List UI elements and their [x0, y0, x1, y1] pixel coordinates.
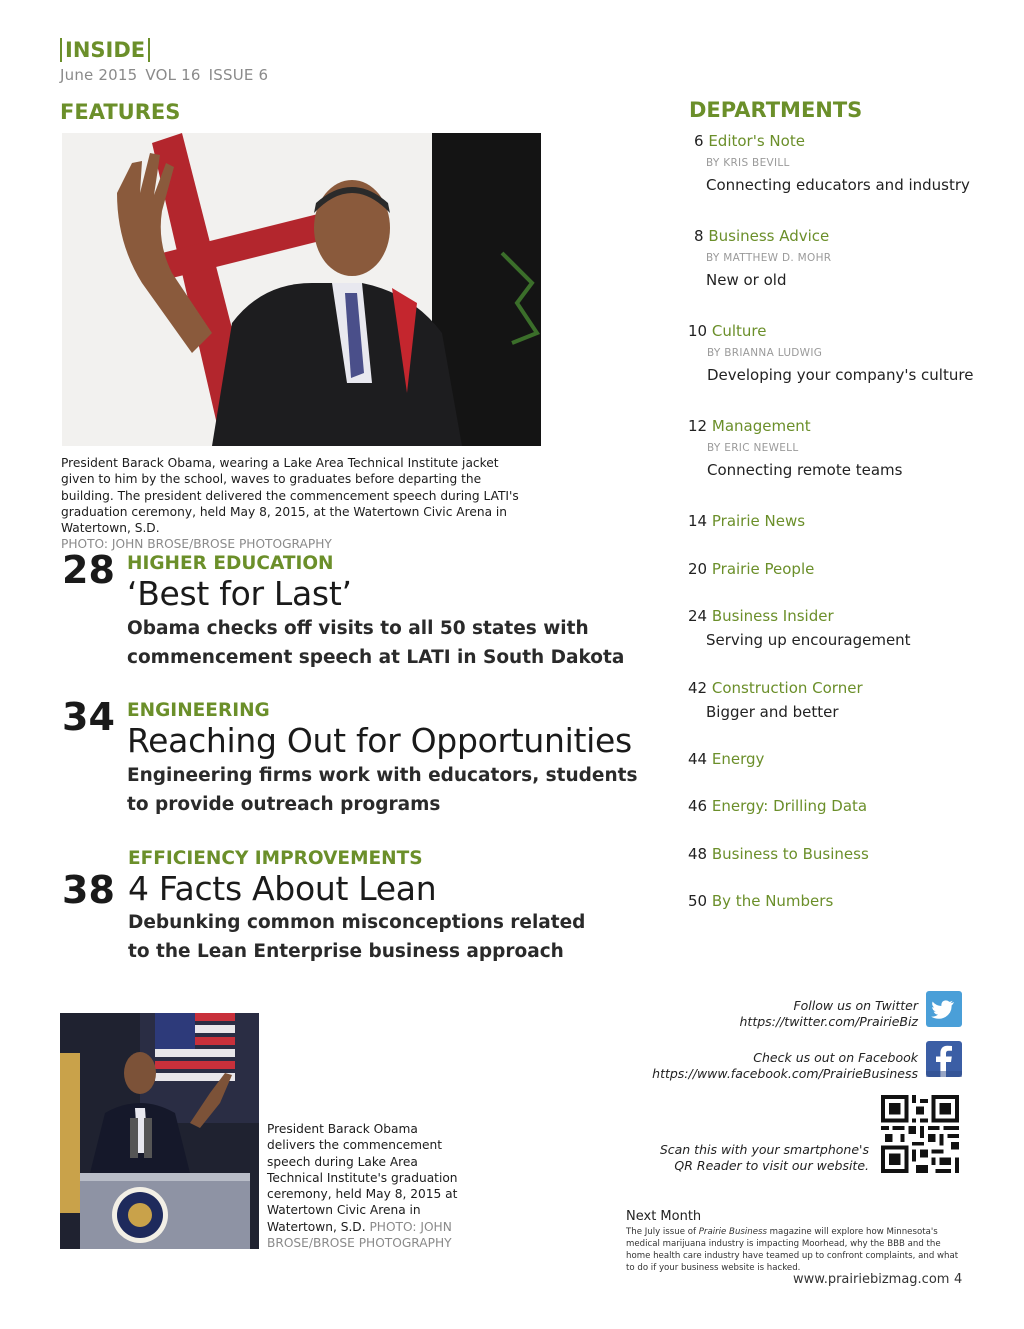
feature-category: ENGINEERING — [127, 700, 270, 721]
qr-line: Scan this with your smartphone's — [659, 1142, 869, 1157]
department-item[interactable] — [688, 749, 998, 769]
dept-page: 12 — [688, 417, 708, 435]
dept-byline: BY ERIC NEWELL — [707, 442, 799, 454]
department-item[interactable] — [688, 511, 998, 531]
twitter-url-link[interactable]: https://twitter.com/PrairieBiz — [739, 1014, 918, 1029]
commencement-speech-photo — [60, 1013, 259, 1249]
dept-name[interactable]: Business Advice — [708, 227, 830, 245]
dept-page: 48 — [688, 845, 708, 863]
dept-subtitle: Bigger and better — [706, 703, 839, 721]
main-photo-caption — [61, 455, 531, 553]
feature-deck-line: commencement speech at LATI in South Dakota — [127, 647, 625, 668]
feature-title[interactable]: Reaching Out for Opportunities — [127, 721, 632, 760]
dept-byline: BY KRIS BEVILL — [706, 157, 790, 169]
dept-name[interactable]: Energy: Drilling Data — [711, 797, 868, 815]
second-caption-text: President Barack Obama delivers the commencement speech during Lake Area Technical Institute's graduation ceremony, held May 8, 2015 at Watertown Civic Arena in Watertown, S.D. — [267, 1122, 458, 1234]
departments-heading: DEPARTMENTS — [689, 98, 863, 122]
second-photo-caption — [267, 1121, 467, 1251]
website-link[interactable]: www.prairiebizmag.com — [793, 1272, 950, 1287]
department-item[interactable] — [688, 891, 998, 911]
dept-name[interactable]: By the Numbers — [711, 892, 834, 910]
features-heading: FEATURES — [60, 100, 181, 124]
department-item[interactable] — [688, 131, 998, 195]
dept-page: 8 — [694, 227, 704, 245]
issue-date: June 2015 — [60, 66, 138, 84]
department-item[interactable] — [688, 796, 998, 816]
dept-subtitle: New or old — [706, 271, 787, 289]
dept-byline: BY MATTHEW D. MOHR — [706, 252, 832, 264]
dept-name[interactable]: Business Insider — [711, 607, 834, 625]
feature-category: EFFICIENCY IMPROVEMENTS — [128, 848, 423, 869]
feature-deck-line: Engineering firms work with educators, students — [127, 765, 638, 786]
facebook-f-icon[interactable] — [926, 1041, 962, 1077]
dept-name[interactable]: Management — [711, 417, 811, 435]
next-month-text: The July issue of — [626, 1227, 699, 1237]
feature-deck-line: Debunking common misconceptions related — [128, 912, 586, 933]
feature-title[interactable]: ‘Best for Last’ — [127, 574, 352, 613]
department-item[interactable] — [688, 844, 998, 864]
next-month-title: Next Month — [626, 1209, 702, 1224]
facebook-url-link[interactable]: https://www.facebook.com/PrairieBusiness — [652, 1066, 918, 1081]
dept-subtitle: Developing your company's culture — [707, 366, 974, 384]
main-feature-photo — [62, 133, 541, 446]
next-month-text: magazine will explore how Minnesota's medical marijuana industry is impacting Moorhead, why the BBB and the home health care industry have teamed up to confront complaints, and what to do if your business website is hacked. — [626, 1227, 959, 1273]
next-month-description — [626, 1226, 961, 1274]
twitter-line: Follow us on Twitter — [793, 998, 918, 1013]
qr-code-icon[interactable] — [880, 1095, 960, 1173]
dept-name[interactable]: Business to Business — [711, 845, 869, 863]
issue-volume: VOL 16 — [145, 66, 201, 84]
dept-page: 46 — [688, 797, 708, 815]
department-item[interactable] — [688, 559, 998, 579]
issue-number: ISSUE 6 — [208, 66, 269, 84]
page-number: 4 — [954, 1272, 963, 1287]
feature-deck-line: to the Lean Enterprise business approach — [128, 941, 564, 962]
department-item[interactable] — [688, 416, 998, 480]
dept-page: 50 — [688, 892, 708, 910]
feature-page-34: 34 — [62, 695, 115, 739]
feature-deck — [128, 908, 585, 966]
dept-subtitle: Connecting remote teams — [707, 461, 903, 479]
dept-name[interactable]: Culture — [711, 322, 767, 340]
facebook-follow-text — [652, 1050, 918, 1082]
feature-page-28: 28 — [62, 548, 115, 592]
feature-deck-line: Obama checks off visits to all 50 states with — [127, 618, 589, 639]
dept-page: 6 — [694, 132, 704, 150]
feature-deck-line: to provide outreach programs — [127, 794, 441, 815]
feature-deck — [127, 614, 624, 672]
issue-line — [60, 66, 276, 84]
section-label: INSIDE — [60, 38, 150, 62]
dept-name[interactable]: Prairie People — [711, 560, 815, 578]
qr-scan-text — [660, 1142, 869, 1174]
department-item[interactable] — [688, 226, 998, 290]
dept-name[interactable]: Editor's Note — [708, 132, 805, 150]
second-caption-credit: PHOTO: JOHN BROSE/BROSE PHOTOGRAPHY — [267, 1219, 452, 1251]
dept-page: 44 — [688, 750, 708, 768]
dept-subtitle: Connecting educators and industry — [706, 176, 970, 194]
dept-name[interactable]: Prairie News — [711, 512, 806, 530]
feature-category: HIGHER EDUCATION — [127, 553, 334, 574]
magazine-name: Prairie Business — [698, 1227, 767, 1237]
dept-page: 14 — [688, 512, 708, 530]
department-item[interactable] — [688, 606, 998, 650]
twitter-bird-icon[interactable] — [926, 991, 962, 1027]
main-caption-credit: PHOTO: JOHN BROSE/BROSE PHOTOGRAPHY — [61, 537, 332, 552]
department-item[interactable] — [688, 678, 998, 722]
facebook-line: Check us out on Facebook — [753, 1050, 918, 1065]
dept-subtitle: Serving up encouragement — [706, 631, 911, 649]
dept-page: 10 — [688, 322, 708, 340]
dept-page: 20 — [688, 560, 708, 578]
dept-byline: BY BRIANNA LUDWIG — [707, 347, 823, 359]
main-caption-text: President Barack Obama, wearing a Lake Area Technical Institute jacket given to him by the school, waves to graduates before departing the building. The president delivered the commencement speech during LATI's graduation ceremony, held May 8, 2015, at the Watertown Civic Arena in Watertown, S.D. — [61, 456, 519, 536]
feature-title[interactable]: 4 Facts About Lean — [128, 869, 437, 908]
feature-deck — [127, 761, 638, 819]
qr-line: QR Reader to visit our website. — [674, 1158, 869, 1173]
dept-page: 42 — [688, 679, 708, 697]
feature-page-38: 38 — [62, 868, 115, 912]
department-item[interactable] — [688, 321, 998, 385]
twitter-follow-text — [740, 998, 919, 1030]
dept-page: 24 — [688, 607, 708, 625]
dept-name[interactable]: Construction Corner — [711, 679, 863, 697]
dept-name[interactable]: Energy — [711, 750, 765, 768]
